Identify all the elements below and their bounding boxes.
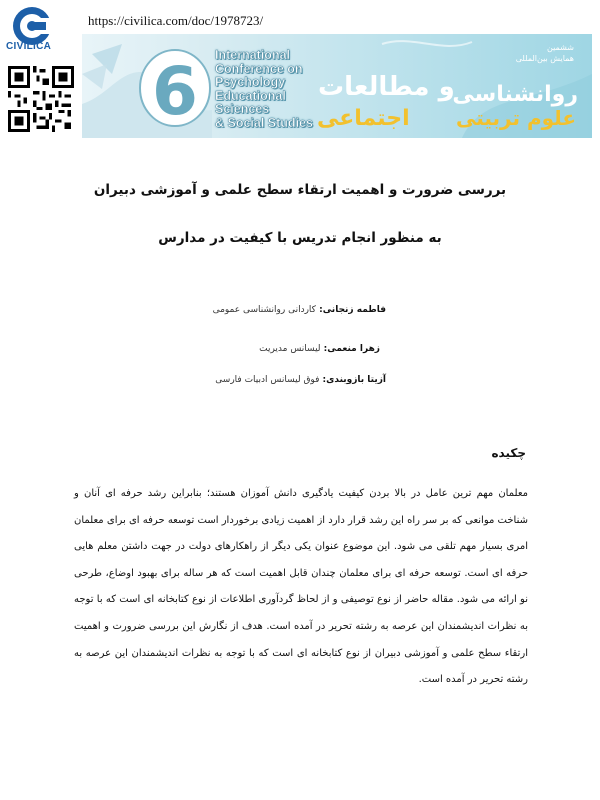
author-name: زهرا منعمی bbox=[327, 344, 380, 354]
banner-fa-and-studies: و مطالعات bbox=[318, 72, 455, 102]
logo-wordmark: CIVILICA bbox=[6, 41, 52, 52]
author-entry: فاطمه زنجانی: کاردانی روانشناسی عمومی bbox=[212, 305, 386, 315]
author-name: آزیتا بازوبندی bbox=[326, 375, 386, 385]
edition-number-six bbox=[136, 42, 214, 130]
author-name: فاطمه زنجانی bbox=[322, 305, 386, 315]
paper-title-line-2: به منظور انجام تدریس با کیفیت در مدارس bbox=[158, 230, 442, 246]
conference-subtitle-fa: ششمین همایش بین‌المللی bbox=[515, 43, 574, 63]
abstract-heading: چکیده bbox=[491, 446, 526, 460]
author-role: کاردانی روانشناسی عمومی bbox=[212, 305, 316, 315]
author-entry: آزیتا بازوبندی: فوق لیسانس ادبیات فارسی bbox=[215, 375, 386, 385]
conference-banner[interactable] bbox=[82, 34, 592, 138]
banner-fa-educational: علوم تربیتی bbox=[455, 106, 576, 130]
author-role: فوق لیسانس ادبیات فارسی bbox=[215, 375, 320, 385]
document-url[interactable]: https://civilica.com/doc/1978723/ bbox=[88, 13, 264, 28]
edition-number: 6 bbox=[152, 53, 198, 130]
banner-fa-social: اجتماعی bbox=[317, 106, 410, 131]
author-role: لیسانس مدیریت bbox=[259, 344, 321, 354]
conference-title-en: International Conference on Psychology Educational Sciences & Social Studies bbox=[215, 48, 313, 130]
abstract-body: معلمان مهم ترین عامل در بالا بردن کیفیت یادگیری دانش آموزان هستند؛ بنابراین رشد حرفه ای آنان و شناخت موانعی که بر سر راه این رشد قرار دارد از اهمیت زیادی برخوردار است توسعه حرفه ای برای معلمان امری بسیار مهم تلقی می شود. این موضوع عنوان یکی دیگر از راهکارهای دولت در جهت داشتن معلم هایی حرفه ای است. توسعه حرفه ای برای معلمان چندان قابل اهمیت است که هر ساله برای بهبود اوضاع، طرحی نو ارائه می شود. مقاله حاضر از نوع توصیفی و از لحاظ گردآوری اطلاعات از نوع کتابخانه ای است که با توجه به نظرات اندیشمندان این عرصه به رشته تحریر در آمده است. هدف از نگارش این بررسی ضرورت و اهمیت ارتقاء سطح علمی و آموزشی دبیران از نوع کتابخانه ای است که با توجه به نظرات اندیشمندان این عرصه به رشته تحریر در آمده است. bbox=[74, 488, 528, 686]
qr-code bbox=[8, 66, 74, 132]
paper-title-line-1: بررسی ضرورت و اهمیت ارتقاء سطح علمی و آموزشی دبیران bbox=[93, 182, 507, 198]
banner-fa-psychology: روانشناسی bbox=[452, 82, 578, 107]
author-entry: زهرا منعمی: لیسانس مدیریت bbox=[259, 344, 380, 354]
